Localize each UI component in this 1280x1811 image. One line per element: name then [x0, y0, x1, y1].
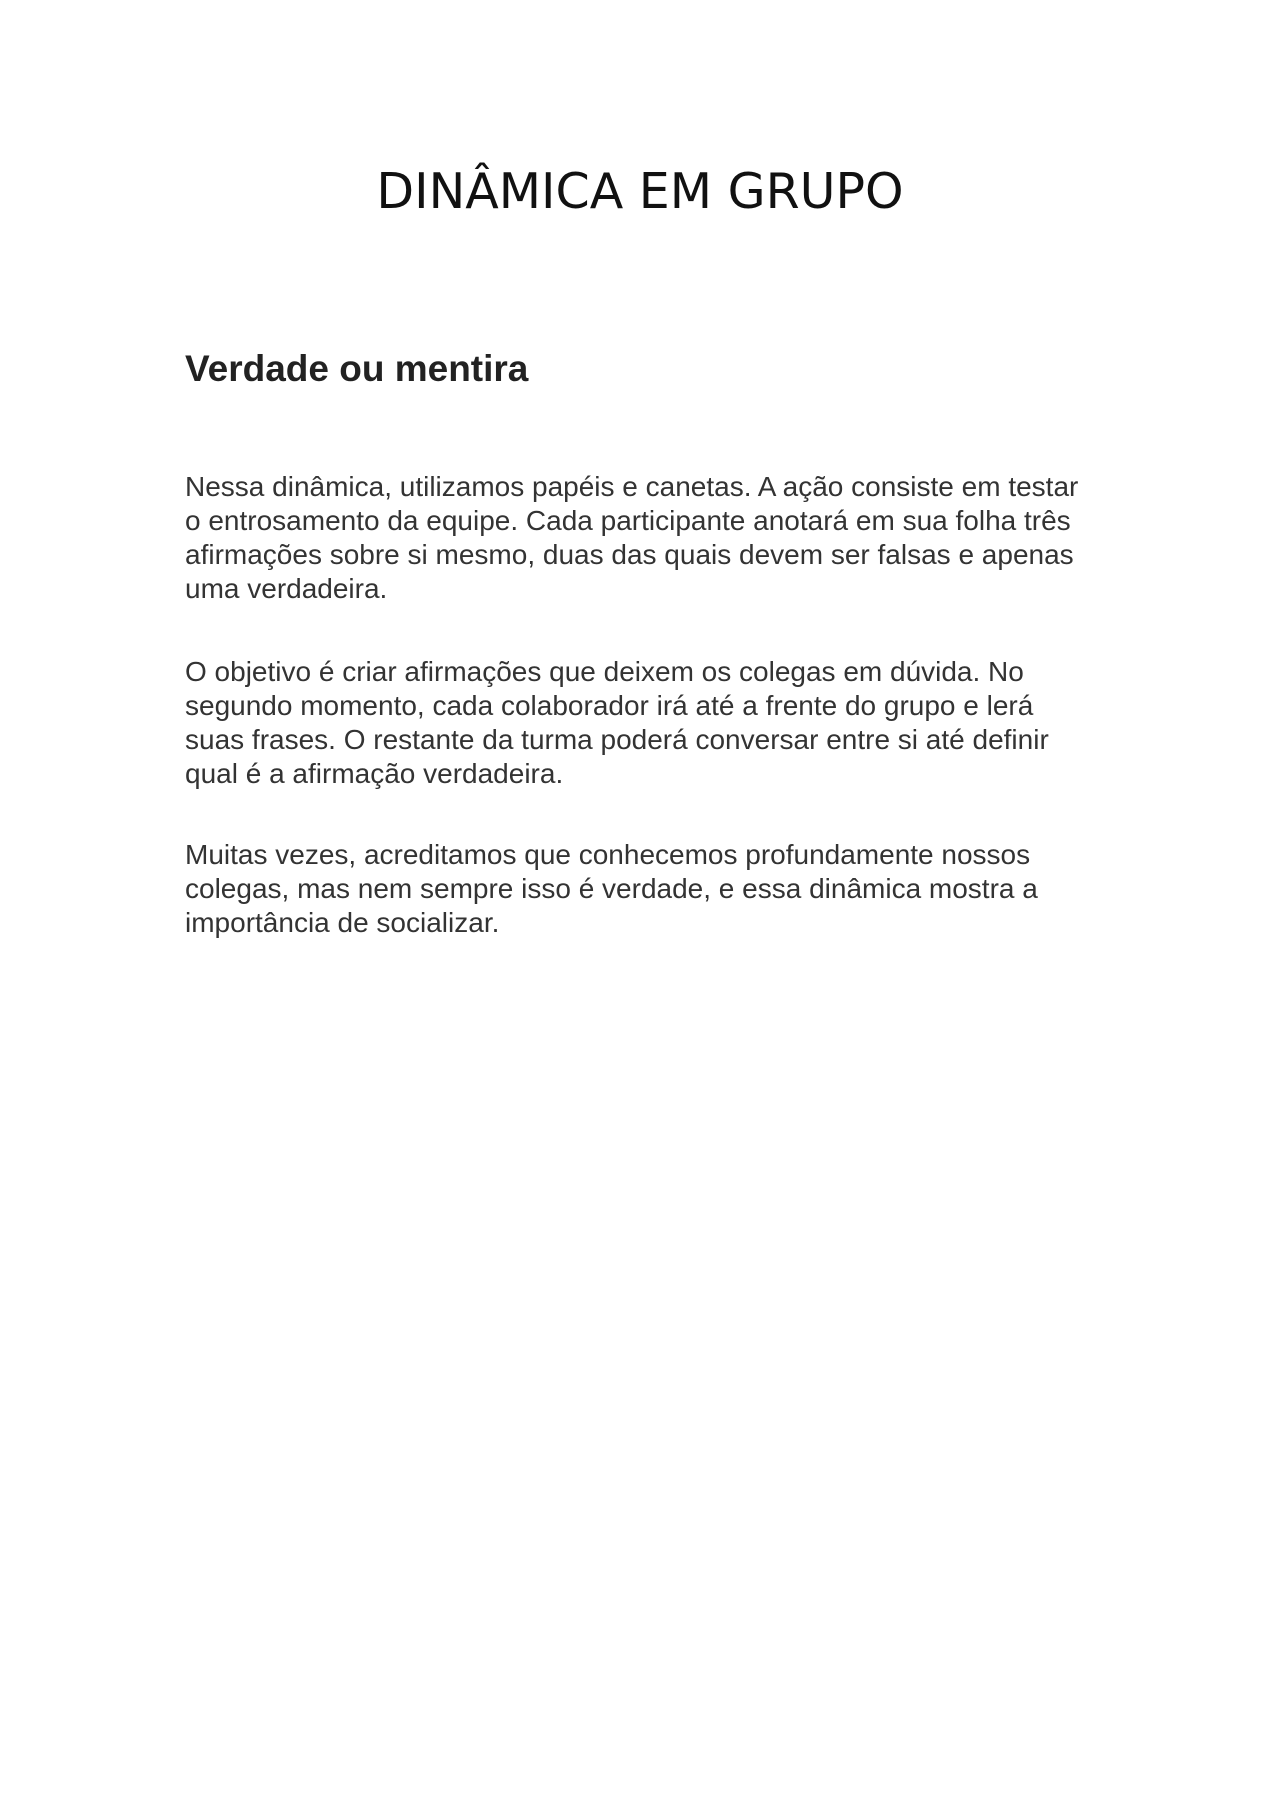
- document-title: DINÂMICA EM GRUPO: [376, 163, 904, 220]
- paragraph-3: Muitas vezes, acreditamos que conhecemos profundamente nossos colegas, mas nem sempre isso é verdade, e essa dinâmica mostra a importância de socializar.: [185, 839, 1038, 938]
- section-heading: Verdade ou mentira: [185, 348, 529, 389]
- paragraph-2: O objetivo é criar afirmações que deixem os colegas em dúvida. No segundo momento, cada colaborador irá até a frente do grupo e lerá suas frases. O restante da turma poderá conversar entre si até definir qual é a afirmação verdadeira.: [185, 656, 1049, 789]
- paragraph-1: Nessa dinâmica, utilizamos papéis e canetas. A ação consiste em testar o entrosamento da equipe. Cada participante anotará em sua folha três afirmações sobre si mesmo, duas das quais devem ser falsas e apenas uma verdadeira.: [185, 471, 1079, 604]
